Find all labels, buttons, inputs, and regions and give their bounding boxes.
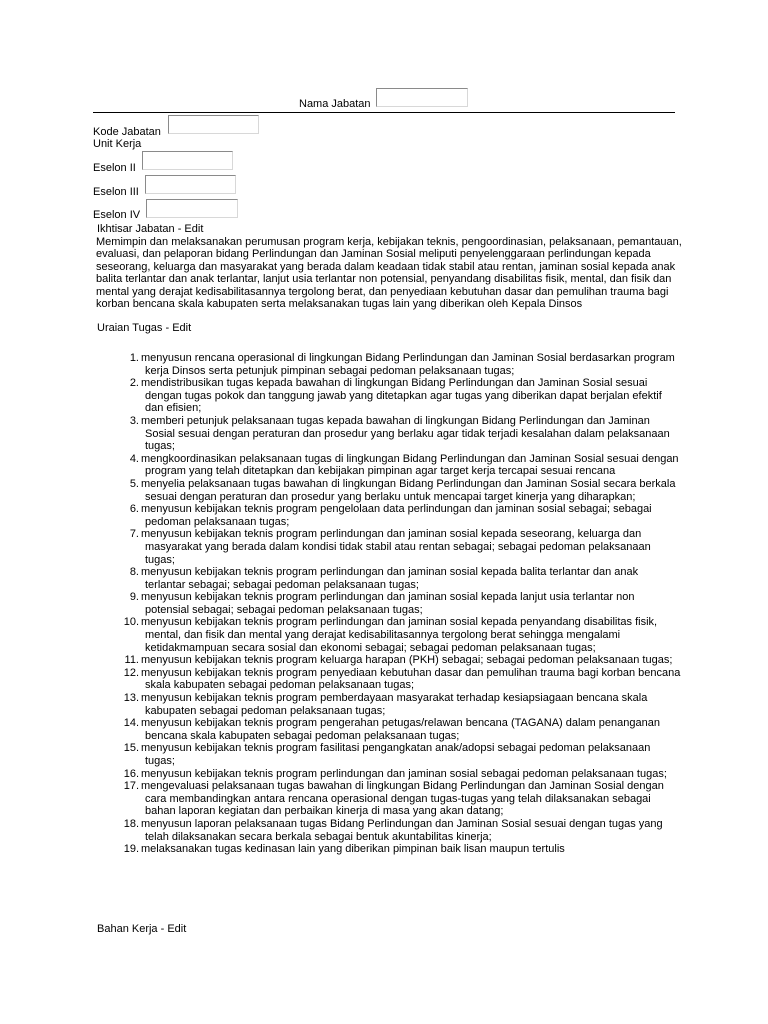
- nama-jabatan-input[interactable]: [376, 88, 468, 107]
- list-item: [123, 666, 681, 692]
- list-item-number: 10.: [123, 616, 139, 629]
- ikhtisar-jabatan-text: Memimpin dan melaksanakan perumusan program kerja, kebijakan teknis, pengoordinasian, pelaksanaan, pemantauan, evaluasi, dan pelaporan bidang Perlindungan dan Jaminan Sosial meliputi penyelenggaraan perlindungan kepada seseorang, keluarga dan masyarakat yang berada dalam keadaan tidak stabil atau rentan, jaminan sosial kepada anak balita terlantar dan anak terlantar, lanjut usia terlantar non potensial, penyandang disabilitas fisik, mental, dan fisik dan mental yang derajat kedisabilitasannya tergolong berat, dan penyediaan kebutuhan dasar dan pemulihan trauma bagi korban bencana skala kabupaten serta melaksanakan tugas lain yang diberikan oleh Kepala Dinsos: [96, 236, 682, 311]
- list-item-number: 16.: [123, 767, 139, 780]
- list-item-text: mendistribusikan tugas kepada bawahan di lingkungan Bidang Perlindungan dan Jaminan Sosial sesuai dengan tugas pokok dan tanggung jawab yang ditetapkan agar tugas yang diberikan dapat berjalan efektif dan efisien;: [141, 377, 662, 415]
- list-item: [129, 377, 681, 415]
- list-item-text: menyusun kebijakan teknis program perlindungan dan jaminan sosial kepada lanjut usia terlantar non potensial sebagai; sebagai pedoman pelaksanaan tugas;: [141, 591, 635, 616]
- list-item-text: menyusun kebijakan teknis program penyediaan kebutuhan dasar dan pemulihan trauma bagi korban bencana skala kabupaten sebagai pedoman pelaksanaan tugas;: [141, 666, 681, 692]
- list-item: [129, 591, 681, 616]
- list-item-text: menyusun kebijakan teknis program keluarga harapan (PKH) sebagai; sebagai pedoman pelaksanaan tugas;: [141, 654, 673, 667]
- eselon-iii-label: Eselon III: [93, 186, 139, 198]
- eselon-iv-input[interactable]: [146, 199, 238, 218]
- eselon-ii-input[interactable]: [142, 151, 233, 170]
- list-item: [123, 717, 681, 742]
- list-item: [129, 477, 681, 503]
- list-item: [129, 528, 681, 566]
- list-item-text: menyusun kebijakan teknis program pemberdayaan masyarakat terhadap kesiapsiagaan bencana skala kabupaten sebagai pedoman pelaksanaan tugas;: [141, 692, 648, 717]
- list-item-text: menyusun laporan pelaksanaan tugas Bidang Perlindungan dan Jaminan Sosial sesuai dengan tugas yang telah dilaksanakan secara berkala sebagai bentuk akuntabilitas kinerja;: [141, 817, 663, 843]
- kode-jabatan-label: Kode Jabatan: [93, 126, 161, 138]
- unit-kerja-label: Unit Kerja: [93, 138, 142, 150]
- list-item-number: 3.: [129, 414, 139, 427]
- list-item-number: 19.: [123, 843, 139, 856]
- list-item-number: 14.: [123, 717, 139, 730]
- list-item-text: menyusun kebijakan teknis program fasilitasi pengangkatan anak/adopsi sebagai pedoman pelaksanaan tugas;: [141, 742, 651, 767]
- list-item: [123, 817, 681, 843]
- eselon-iv-label: Eselon IV: [93, 209, 141, 221]
- list-item-number: 6.: [129, 503, 139, 516]
- ikhtisar-jabatan-heading: Ikhtisar Jabatan - Edit: [97, 223, 204, 235]
- list-item-text: melaksanakan tugas kedinasan lain yang diberikan pimpinan baik lisan maupun tertulis: [141, 843, 565, 856]
- list-item: [129, 452, 681, 478]
- list-item: [129, 503, 681, 528]
- list-item-number: 18.: [123, 817, 139, 830]
- kode-jabatan-input[interactable]: [168, 115, 259, 134]
- list-item-number: 9.: [129, 591, 139, 604]
- list-item: [129, 352, 681, 377]
- list-item-number: 2.: [129, 377, 139, 390]
- list-item-number: 7.: [129, 528, 139, 541]
- list-item-text: mengevaluasi pelaksanaan tugas bawahan di lingkungan Bidang Perlindungan dan Jaminan Sosial dengan cara membandingkan antara rencana operasional dengan tugas-tugas yang telah dilaksanakan sebagai bahan laporan kegiatan dan perbaikan kinerja di masa yang akan datang;: [141, 780, 664, 818]
- eselon-iii-input[interactable]: [145, 175, 236, 194]
- list-item-number: 12.: [123, 666, 139, 679]
- list-item-number: 5.: [129, 477, 139, 490]
- list-item-text: menyusun kebijakan teknis program perlindungan dan jaminan sosial sebagai pedoman pelaksanaan tugas;: [141, 767, 667, 780]
- list-item-text: menyusun rencana operasional di lingkungan Bidang Perlindungan dan Jaminan Sosial berdasarkan program kerja Dinsos serta petunjuk pimpinan sebagai pedoman pelaksanaan tugas;: [141, 352, 675, 377]
- uraian-tugas-heading: Uraian Tugas - Edit: [97, 322, 192, 334]
- list-item-text: menyelia pelaksanaan tugas bawahan di lingkungan Bidang Perlindungan dan Jaminan Sosial secara berkala sesuai dengan peraturan dan prosedur yang berlaku untuk mencapai target kinerja yang diharapkan;: [141, 477, 676, 503]
- list-item-text: menyusun kebijakan teknis program perlindungan dan jaminan sosial kepada balita terlantar dan anak terlantar sebagai; sebagai pedoman pelaksanaan tugas;: [141, 566, 639, 591]
- list-item-number: 1.: [129, 352, 139, 364]
- header-divider: [93, 112, 675, 113]
- uraian-tugas-list: [123, 352, 681, 856]
- list-item-number: 8.: [129, 566, 139, 579]
- list-item: [129, 566, 681, 591]
- list-item: [123, 616, 681, 654]
- list-item-number: 11.: [124, 654, 139, 667]
- list-item-text: memberi petunjuk pelaksanaan tugas kepada bawahan di lingkungan Bidang Perlindungan dan Jaminan Sosial sesuai dengan peraturan dan prosedur yang berlaku agar tidak terjadi kesalahan dalam pelaksanaan tugas;: [141, 414, 670, 453]
- list-item: [129, 414, 681, 453]
- list-item-text: mengkoordinasikan pelaksanaan tugas di lingkungan Bidang Perlindungan dan Jaminan Sosial sesuai dengan program yang telah ditetapkan dan kebijakan pimpinan agar target kerja tercapai sesuai rencana: [141, 452, 679, 478]
- eselon-ii-label: Eselon II: [93, 162, 136, 174]
- list-item: [123, 767, 681, 781]
- list-item: [123, 692, 681, 717]
- list-item-number: 15.: [123, 742, 139, 755]
- list-item-number: 17.: [123, 780, 139, 793]
- list-item: [123, 742, 681, 767]
- list-item-text: menyusun kebijakan teknis program perlindungan dan jaminan sosial kepada penyandang disabilitas fisik, mental, dan fisik dan mental yang derajat kedisabilitasannya tergolong berat sehingga mengalami ketidakmampuan secara sosial dan ekonomi sebagai; sebagai pedoman pelaksanaan tugas;: [141, 616, 658, 654]
- list-item-text: menyusun kebijakan teknis program pengerahan petugas/relawan bencana (TAGANA) dalam penanganan bencana skala kabupaten sebagai pedoman pelaksanaan tugas;: [141, 717, 660, 742]
- nama-jabatan-label: Nama Jabatan: [299, 98, 371, 110]
- list-item-text: menyusun kebijakan teknis program perlindungan dan jaminan sosial kepada seseorang, keluarga dan masyarakat yang berada dalam kondisi tidak stabil atau rentan sebagai; sebagai pedoman pelaksanaan tugas;: [141, 528, 651, 566]
- list-item-text: menyusun kebijakan teknis program pengelolaan data perlindungan dan jaminan sosial sebagai; sebagai pedoman pelaksanaan tugas;: [141, 503, 652, 528]
- list-item: [123, 843, 681, 856]
- list-item: [124, 654, 681, 667]
- list-item: [123, 780, 681, 818]
- list-item-number: 13.: [123, 692, 139, 705]
- bahan-kerja-heading: Bahan Kerja - Edit: [97, 923, 187, 935]
- list-item-number: 4.: [129, 452, 139, 465]
